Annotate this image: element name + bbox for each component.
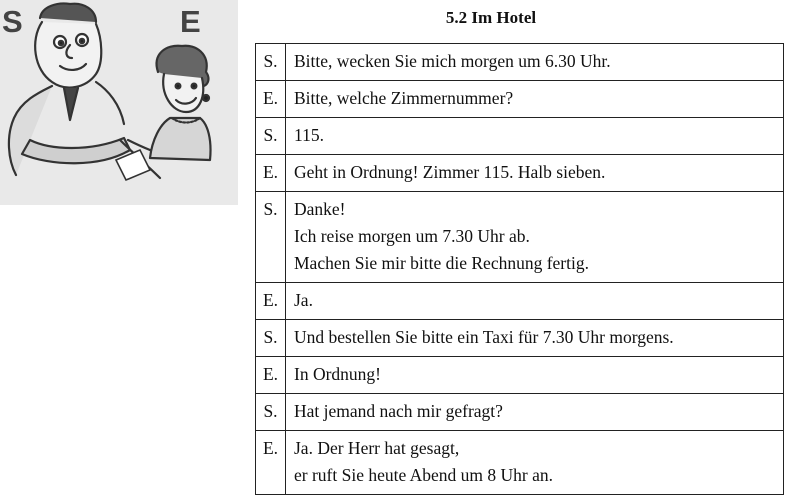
speaker-cell: E. [256, 155, 286, 192]
utterance-line: Danke! [294, 199, 346, 219]
utterance-line: Bitte, wecken Sie mich morgen um 6.30 Uhr. [294, 51, 611, 71]
speaker-cell: E. [256, 283, 286, 320]
utterance-line: Ja. Der Herr hat gesagt, [294, 438, 460, 458]
utterance-cell [286, 81, 784, 118]
utterance-cell [286, 320, 784, 357]
dialog-row [256, 283, 784, 320]
utterance-line: Machen Sie mir bitte die Rechnung fertig. [294, 253, 589, 273]
dialog-row [256, 357, 784, 394]
utterance-line: Geht in Ordnung! Zimmer 115. Halb sieben. [294, 162, 606, 182]
utterance-line: Bitte, welche Zimmernummer? [294, 88, 514, 108]
utterance-cell [286, 155, 784, 192]
utterance-cell [286, 283, 784, 320]
utterance-cell [286, 357, 784, 394]
cartoon-illustration [0, 0, 238, 205]
dialog-table [255, 43, 784, 495]
speaker-cell: S. [256, 44, 286, 81]
utterance-line: Ich reise morgen um 7.30 Uhr ab. [294, 226, 530, 246]
speaker-e-letter: E [180, 4, 201, 39]
utterance-line: 115. [294, 125, 324, 145]
utterance-cell [286, 192, 784, 283]
dialog-row [256, 44, 784, 81]
dialog-row [256, 118, 784, 155]
dialog-row [256, 431, 784, 495]
dialog-row [256, 394, 784, 431]
utterance-cell [286, 431, 784, 495]
dialog-row [256, 320, 784, 357]
utterance-cell [286, 44, 784, 81]
speaker-cell: E. [256, 431, 286, 495]
utterance-line: er ruft Sie heute Abend um 8 Uhr an. [294, 465, 554, 485]
speaker-cell: S. [256, 394, 286, 431]
utterance-line: Und bestellen Sie bitte ein Taxi für 7.30 Uhr morgens. [294, 327, 674, 347]
guest-and-receptionist-drawing [0, 0, 238, 205]
dialog-row [256, 192, 784, 283]
speaker-s-letter: S [2, 4, 23, 39]
speaker-cell: E. [256, 357, 286, 394]
utterance-line: Hat jemand nach mir gefragt? [294, 401, 503, 421]
utterance-cell [286, 118, 784, 155]
utterance-line: In Ordnung! [294, 364, 381, 384]
speaker-cell: E. [256, 81, 286, 118]
speaker-cell: S. [256, 320, 286, 357]
dialog-row [256, 155, 784, 192]
speaker-cell: S. [256, 118, 286, 155]
dialog-row [256, 81, 784, 118]
utterance-cell [286, 394, 784, 431]
page-title: 5.2 Im Hotel [445, 8, 537, 27]
utterance-line: Ja. [294, 290, 313, 310]
speaker-cell: S. [256, 192, 286, 283]
